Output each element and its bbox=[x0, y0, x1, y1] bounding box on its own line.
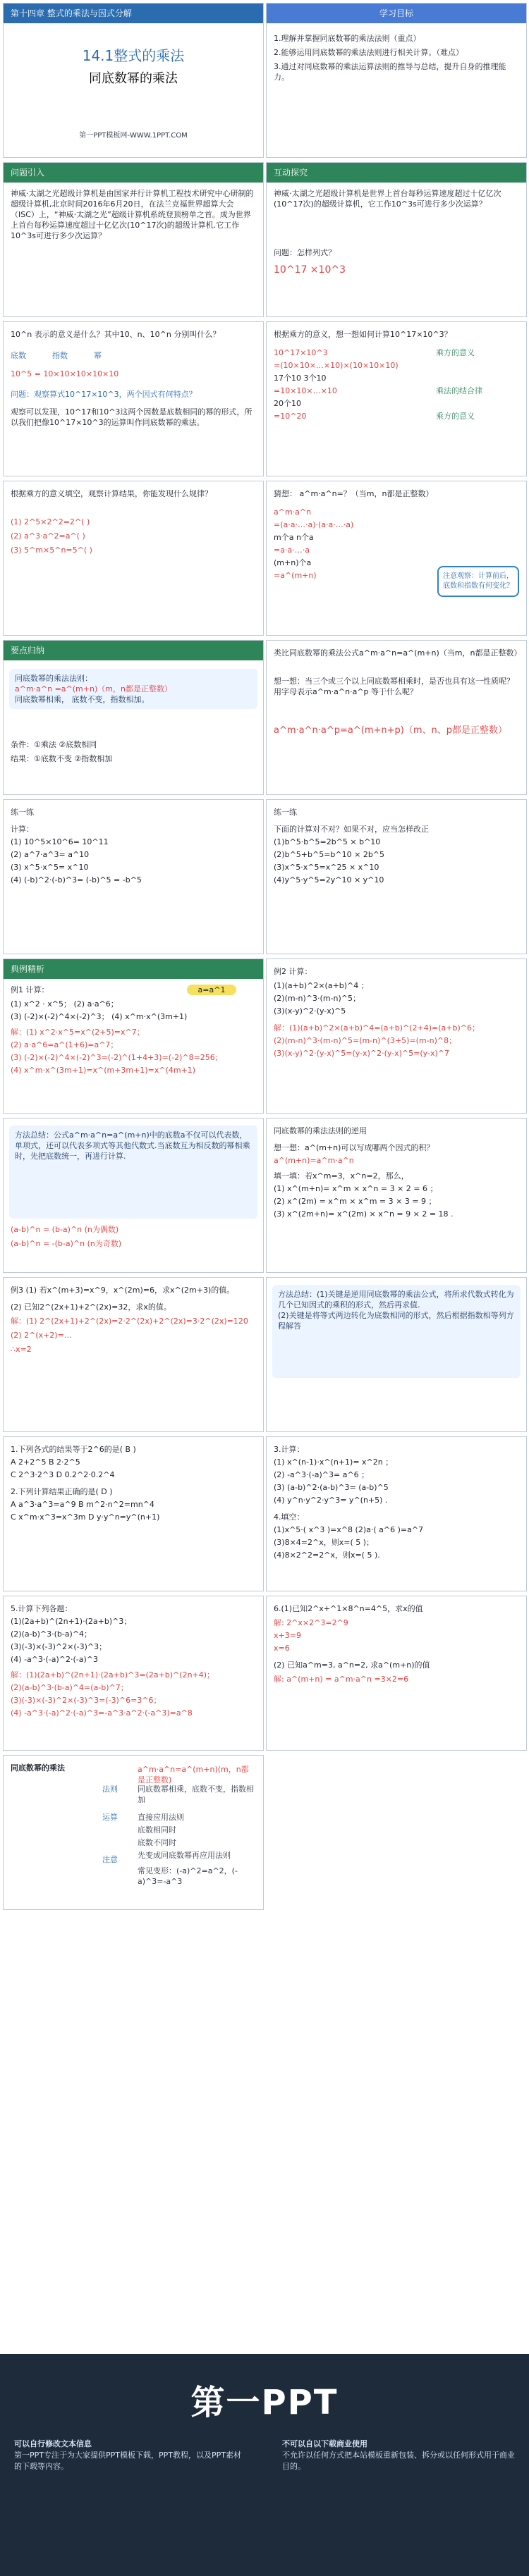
slide-2 bbox=[266, 3, 527, 158]
tree-node-8: 先变成同底数幂再应用法则 bbox=[138, 1851, 231, 1860]
rule-formula: a^m·a^n =a^(m+n)（m，n都是正整数） bbox=[15, 684, 172, 694]
item-2: (2)(m-n)^3·(m-n)^5； bbox=[274, 994, 360, 1003]
step-5: 20个10 bbox=[274, 399, 301, 408]
slide-12 bbox=[266, 799, 527, 954]
item-5: (2) 已知a^m=3, a^n=2, 求a^(m+n)的值 bbox=[274, 1660, 430, 1670]
item-3: x+3=9 bbox=[274, 1631, 301, 1640]
item-8: (3)8×4=2^x，则x=( 5 )； bbox=[274, 1538, 375, 1547]
line-3: (3) 5^m×5^n=5^( ) bbox=[11, 546, 92, 555]
line-3: (2)b^5+b^5=b^10 × 2b^5 bbox=[274, 850, 385, 859]
tree-node-5: 直接应用法则 bbox=[138, 1813, 184, 1822]
tag-2: 乘法的结合律 bbox=[436, 386, 482, 395]
item-2: (3) (-2)×(-2)^4×(-2)^3； (4) x^m·x^(3m+1) bbox=[11, 1012, 188, 1021]
line-1: 下面的计算对不对？如果不对，应当怎样改正 bbox=[274, 825, 429, 834]
step-1: 10^17×10^3 bbox=[274, 348, 328, 357]
line-1: 想一想：a^(m+n)可以写成哪两个因式的积？ bbox=[274, 1143, 434, 1152]
item-4: x=6 bbox=[274, 1644, 290, 1653]
line-4: (1) x^(m+n)= x^m × x^n = 3 × 2 = 6 ； bbox=[274, 1184, 438, 1193]
item-1: (1) x^2 · x^5； (2) a·a^6； bbox=[11, 999, 118, 1009]
line-5: (4)y^5·y^5=2y^10 × y^10 bbox=[274, 875, 384, 885]
item-2: (1)(2a+b)^(2n+1)·(2a+b)^3； bbox=[11, 1617, 132, 1626]
tag-3: 乘方的意义 bbox=[436, 412, 475, 421]
line-1: 10^n 表示的意义是什么？其中10、n、10^n 分别叫什么？ bbox=[11, 330, 221, 339]
question-text: 神威·太湖之光超级计算机是世界上首台每秒运算速度超过十亿亿次(10^17次)的超级计算机，它工作10^3s可进行多少次运算？ bbox=[274, 189, 501, 209]
derivation-1: a^m·a^n bbox=[274, 507, 312, 517]
label-power: 幂 bbox=[94, 351, 102, 360]
tag: 互动探究 bbox=[274, 168, 308, 178]
slide-15 bbox=[3, 1118, 264, 1273]
slide-3 bbox=[3, 162, 264, 317]
labels bbox=[11, 350, 256, 361]
item-5: A a^3·a^3=a^9 B m^2·n^2=mn^4 bbox=[11, 1500, 154, 1509]
slide-23 bbox=[3, 1755, 264, 1910]
label-base: 底数 bbox=[11, 351, 26, 360]
tag: 典例精析 bbox=[11, 964, 45, 974]
question: 问题：观察算式10^17×10^3，两个因式有何特点？ bbox=[11, 390, 197, 399]
item-4: (3)(-3)×(-3)^2×(-3)^3； bbox=[11, 1642, 107, 1651]
slide-heading: 类比同底数幂的乘法公式a^m·a^n=a^(m+n)（当m，n都是正整数） bbox=[274, 648, 522, 658]
method-summary bbox=[272, 1285, 521, 1378]
formula-even: (a-b)^n = (b-a)^n (n为偶数) bbox=[11, 1225, 119, 1234]
item-3: (3)(x-y)^2·(y-x)^5 bbox=[274, 1006, 346, 1016]
item-1: 3.计算： bbox=[274, 1445, 305, 1454]
result: 结果：①底数不变 ②指数相加 bbox=[11, 754, 113, 763]
tree-node-2: 运算 bbox=[102, 1813, 118, 1822]
tree-node-9: 常见变形：(-a)^2=a^2，(-a)^3=-a^3 bbox=[138, 1866, 238, 1886]
slide-4 bbox=[266, 162, 527, 317]
line-2: (2) a^3·a^2=a^( ) bbox=[11, 531, 85, 541]
slide-16 bbox=[266, 1118, 527, 1273]
line-3: (2) a^7·a^3= a^10 bbox=[11, 850, 90, 859]
lesson-title: 14.1整式的乘法 bbox=[82, 47, 185, 64]
line-2: 解：(1) 2^(2x+1)+2^(2x)=2·2^(2x)+2^(2x)=3·2^(2x)=120 bbox=[11, 1317, 248, 1326]
line-4: ∴x=2 bbox=[11, 1345, 32, 1354]
slide-22 bbox=[266, 1596, 527, 1751]
line-2: (1) 10^5×10^6= 10^11 bbox=[11, 837, 109, 846]
label-exponent: 指数 bbox=[52, 351, 68, 360]
step-2: =(10×10×…×10)×(10×10×10) bbox=[274, 361, 399, 370]
item-6: (4) x^m·x^(3m+1)=x^(m+3m+1)=x^(4m+1) bbox=[11, 1066, 196, 1075]
slide-20 bbox=[266, 1436, 527, 1591]
hint-box: 注意观察：计算前后，底数和指数有何变化？ bbox=[437, 566, 519, 597]
tree-formula: a^m·a^n=a^(m+n)(m，n都是正整数) bbox=[138, 1765, 249, 1785]
line-4: (3)x^5·x^5=x^25 × x^10 bbox=[274, 863, 379, 872]
item-6: 4.填空： bbox=[274, 1512, 305, 1522]
summary-text: 方法总结：公式a^m·a^n=a^(m+n)中的底数a不仅可以代表数，单项式，还可以代表多项式等其他代数式.当底数互为相反数的幂相乘时，先把底数统一，再进行计算. bbox=[15, 1130, 250, 1161]
slide-19 bbox=[3, 1436, 264, 1591]
item-2: 解: 2^x×2^3=2^9 bbox=[274, 1618, 348, 1627]
footer-left bbox=[14, 2439, 247, 2472]
question: 问题：怎样列式？ bbox=[274, 248, 336, 257]
item-6: (3)(x-y)^2·(y-x)^5=(y-x)^2·(y-x)^5=(y-x)^7 bbox=[274, 1049, 449, 1058]
line-1: (2) 已知2^(2x+1)+2^(2x)=32，求x的值。 bbox=[11, 1302, 171, 1312]
footer-banner bbox=[0, 2354, 529, 2576]
slide-5 bbox=[3, 321, 264, 476]
derivation-5: (m+n)个a bbox=[274, 558, 312, 567]
item-1: 1.下列各式的结果等于2^6的是( B ) bbox=[11, 1445, 136, 1454]
line-3: 填一填：若x^m=3，x^n=2，那么， bbox=[274, 1171, 409, 1181]
item-4: 2.下列计算结果正确的是( D ) bbox=[11, 1487, 113, 1496]
item-5: (3) (-2)×(-2)^4×(-2)^3=(-2)^(1+4+3)=(-2)^8=256； bbox=[11, 1053, 223, 1062]
point-3: 3.通过对同底数幂的乘法运算法则的推导与总结，提升自身的推理能力。 bbox=[274, 62, 506, 82]
item-4: (2) a·a^6=a^(1+6)=a^7； bbox=[11, 1040, 118, 1049]
rule-card bbox=[9, 669, 257, 709]
footer-left-body: 第一PPT专注于为大家提供PPT模板下载，PPT教程，以及PPT素材的下载等内容。 bbox=[14, 2451, 241, 2471]
question-text: 神威·太湖之光超级计算机是由国家并行计算机工程技术研究中心研制的超级计算机,北京时间2016年6月20日，在法兰克福世界超算大会（ISC）上，“神威·太湖之光”超级计算机系统登顶榜单之首。成为世界上首台每秒运算速度超过十亿亿次(10^17次)的超级计算机.它工作10^3s可进行多少次运算？ bbox=[11, 189, 254, 240]
item-4: 解：(1)(a+b)^2×(a+b)^4=(a+b)^(2+4)=(a+b)^6； bbox=[274, 1023, 480, 1033]
summary-text: 方法总结：(1)关键是逆用同底数幂的乘法公式，将所求代数式转化为几个已知因式的乘积的形式，然后再求值. (2)关键是将等式两边转化为底数相同的形式，然后根据指数相等列方程解答 bbox=[278, 1290, 514, 1331]
slide-7 bbox=[3, 481, 264, 636]
item-3: (2)(a-b)^3·(b-a)^4； bbox=[11, 1629, 92, 1639]
slide-14 bbox=[266, 959, 527, 1114]
derivation-4: =a·a·…·a bbox=[274, 546, 310, 555]
footer-logo: 第一PPT bbox=[190, 2383, 339, 2422]
line-3: (2) 2^(x+2)=… bbox=[11, 1331, 72, 1340]
slide-13 bbox=[3, 959, 264, 1114]
item-3: 解：(1) x^2·x^5=x^(2+5)=x^7； bbox=[11, 1028, 145, 1037]
method-summary bbox=[9, 1126, 257, 1219]
item-3: (2) -a^3·(-a)^3= a^6 ； bbox=[274, 1470, 370, 1479]
tag-1: 乘方的意义 bbox=[436, 348, 475, 357]
item-9: (4) -a^3·(-a)^2·(-a)^3=-a^3·a^2·(-a^3)=a^8 bbox=[11, 1708, 193, 1718]
slide-text: 根据乘方的意义填空，观察计算结果，你能发现什么规律？ bbox=[11, 489, 212, 498]
lesson-subtitle: 同底数幂的乘法 bbox=[89, 71, 178, 86]
guess: 猜想： a^m·a^n=？（当m，n都是正整数） bbox=[274, 489, 434, 498]
topic-label: 同底数幂的乘法 bbox=[11, 1763, 65, 1773]
slide-6 bbox=[266, 321, 527, 476]
formula-odd: (a-b)^n = -(b-a)^n (n为奇数) bbox=[11, 1239, 122, 1248]
expression: 10^5 = 10×10×10×10×10 bbox=[11, 369, 119, 378]
item-7: (2)(a-b)^3·(b-a)^4=(a-b)^7； bbox=[11, 1683, 128, 1692]
badge: a=a^1 bbox=[187, 985, 236, 995]
item-4: (3) (a-b)^2·(a-b)^3= (a-b)^5 bbox=[274, 1483, 389, 1492]
example: 例1 计算： bbox=[11, 985, 49, 994]
example: 例2 计算： bbox=[274, 967, 312, 976]
point-2: 2.能够运用同底数幂的乘法法则进行相关计算。（难点） bbox=[274, 48, 463, 57]
slide-title: 根据乘方的意义，想一想如何计算10^17×10^3？ bbox=[274, 330, 452, 339]
item-1: 6.(1)已知2^x+^1×8^n=4^5，求x的值 bbox=[274, 1604, 423, 1613]
question: 想一想：当三个或三个以上同底数幂相乘时，是否也具有这一性质呢？用字母表示a^m·a^n·a^p 等于什么呢？ bbox=[274, 677, 514, 696]
tree-node-7: 底数不同时 bbox=[138, 1838, 176, 1847]
step-3: 17个10 3个10 bbox=[274, 374, 327, 383]
slide-10 bbox=[266, 640, 527, 795]
footer-right-body: 不允许以任何方式把本站模板重新包装、拆分或以任何形式用于商业目的。 bbox=[282, 2451, 515, 2471]
example: 例3 (1) 若x^(m+3)=x^9，x^(2m)=6，求x^(2m+3)的值。 bbox=[11, 1286, 235, 1295]
item-6: 解：(1)(2a+b)^(2n+1)·(2a+b)^3=(2a+b)^(2n+4)； bbox=[11, 1670, 215, 1680]
item-5: (2)(m-n)^3·(m-n)^5=(m-n)^(3+5)=(m-n)^8； bbox=[274, 1036, 457, 1045]
top-banner-text: 第十四章 整式的乘法与因式分解 bbox=[11, 8, 132, 18]
item-1: (1)(a+b)^2×(a+b)^4 ； bbox=[274, 981, 369, 990]
condition: 条件：①乘法 ②底数相同 bbox=[11, 740, 97, 749]
derivation-3: m个a n个a bbox=[274, 533, 314, 542]
item-2: A 2+2^5 B 2·2^5 bbox=[11, 1458, 80, 1467]
slide-21 bbox=[3, 1596, 264, 1751]
item-3: C 2^3·2^3 D 0.2^2·0.2^4 bbox=[11, 1470, 115, 1479]
item-6: C x^m·x^3=x^3m D y·y^n=y^(n+1) bbox=[11, 1512, 160, 1522]
line-4: (3) x^5·x^5= x^10 bbox=[11, 863, 89, 872]
slide-9 bbox=[3, 640, 264, 795]
item-5: (4) y^n·y^2·y^3= y^(n+5) . bbox=[274, 1496, 388, 1505]
tree-node-3: 注意 bbox=[102, 1855, 118, 1864]
slide-heading: 练一练 bbox=[11, 808, 34, 817]
item-2: (1) x^(n-1)·x^(n+1)= x^2n ； bbox=[274, 1458, 394, 1467]
tag: 要点归纳 bbox=[11, 646, 45, 655]
slide-heading: 学习目标 bbox=[379, 8, 413, 18]
tree-node-1: 法则 bbox=[102, 1785, 118, 1794]
line-2: (1)b^5·b^5=2b^5 × b^10 bbox=[274, 837, 381, 846]
slide-8 bbox=[266, 481, 527, 636]
derivation-6: =a^(m+n) bbox=[274, 571, 317, 580]
footer-left-title: 可以自行修改文本信息 bbox=[14, 2439, 92, 2448]
line-5: (2) x^(2m) = x^m × x^m = 3 × 3 = 9 ； bbox=[274, 1197, 437, 1206]
formula: a^m·a^n·a^p=a^(m+n+p)（m、n、p都是正整数） bbox=[274, 725, 507, 736]
item-1: 5.计算下列各题： bbox=[11, 1604, 73, 1613]
slide-17 bbox=[3, 1277, 264, 1432]
template-link: 第一PPT模板网-WWW.1PPT.COM bbox=[79, 132, 188, 140]
footer-right-title: 不可以自以下载商业使用 bbox=[282, 2439, 367, 2448]
item-6: 解: a^(m+n) = a^m·a^n =3×2=6 bbox=[274, 1675, 409, 1684]
slide-title: 同底数幂的乘法法则的逆用 bbox=[274, 1126, 367, 1135]
tree-node-6: 底数相同时 bbox=[138, 1825, 176, 1835]
item-5: (4) -a^3·(-a)^2·(-a)^3 bbox=[11, 1655, 99, 1664]
line-6: (3) x^(2m+n)= x^(2m) × x^n = 9 × 2 = 18 . bbox=[274, 1209, 454, 1219]
expression: 10^17 ×10^3 bbox=[274, 264, 346, 276]
line-2: a^(m+n)=a^m·a^n bbox=[274, 1156, 354, 1165]
derivation-2: =(a·a·…·a)·(a·a·…·a) bbox=[274, 520, 354, 529]
answer: 观察可以发现，10^17和10^3这两个因数是底数相同的幂的形式，所以我们把像10^17×10^3的运算叫作同底数幂的乘法。 bbox=[11, 407, 253, 427]
line-1: (1) 2^5×2^2=2^( ) bbox=[11, 517, 90, 526]
slide-18 bbox=[266, 1277, 527, 1432]
tree-node-4: 同底数幂相乘，底数不变，指数相加 bbox=[138, 1785, 254, 1804]
tag: 问题引入 bbox=[11, 168, 45, 178]
step-4: =10×10×…×10 bbox=[274, 386, 337, 395]
point-1: 1.理解并掌握同底数幂的乘法法则（重点） bbox=[274, 34, 421, 43]
item-9: (4)8×2^2=2^x，则x=( 5 ). bbox=[274, 1551, 380, 1560]
slide-11 bbox=[3, 799, 264, 954]
item-7: (1)x^5·( x^3 )=x^8 (2)a·( a^6 )=a^7 bbox=[274, 1525, 424, 1534]
rule-description: 同底数幂相乘， 底数不变，指数相加。 bbox=[15, 695, 150, 704]
slide-1 bbox=[3, 3, 264, 158]
line-1: 计算： bbox=[11, 825, 34, 834]
footer-right bbox=[282, 2439, 515, 2472]
item-8: (3)(-3)×(-3)^2×(-3)^3=(-3)^6=3^6； bbox=[11, 1696, 162, 1705]
slide-heading: 练一练 bbox=[274, 808, 297, 817]
step-6: =10^20 bbox=[274, 412, 307, 421]
rule-title: 同底数幂的乘法法则： bbox=[15, 674, 92, 683]
line-5: (4) (-b)^2·(-b)^3= (-b)^5 = -b^5 bbox=[11, 875, 142, 885]
